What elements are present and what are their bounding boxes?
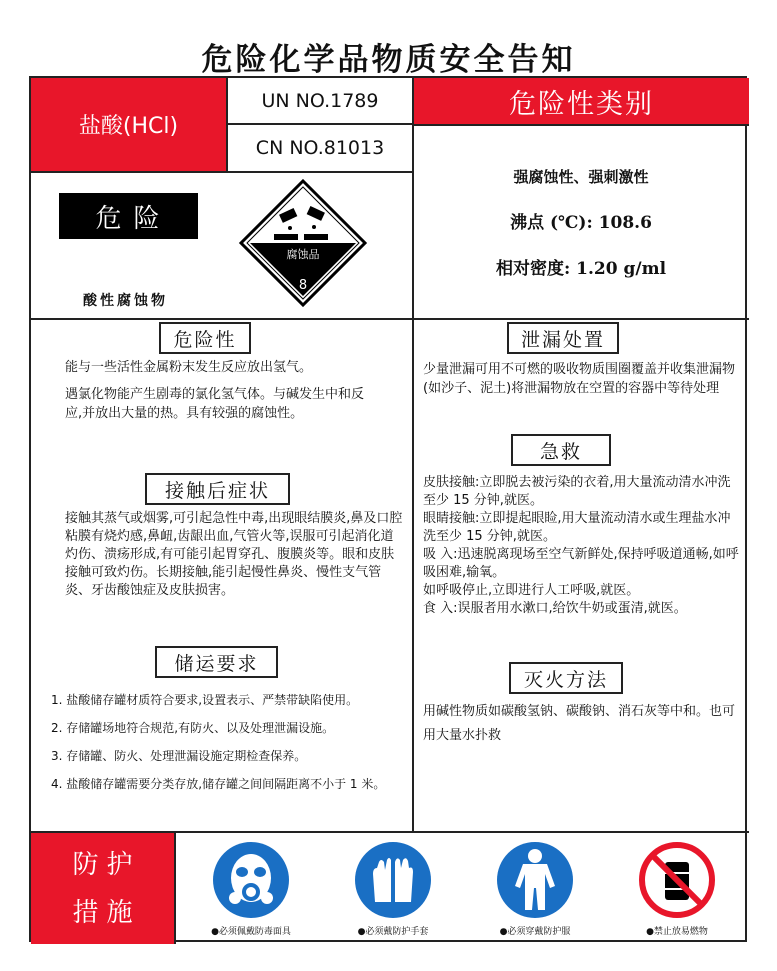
fire-text: 用碱性物质如碳酸氢钠、碳酸钠、消石灰等中和。也可用大量水扑救 <box>423 704 736 743</box>
category-header: 危险性类别 <box>414 78 749 124</box>
danger-label: 危险 <box>59 193 198 239</box>
first-aid-line: 吸 入:迅速脱离现场至空气新鲜处,保持呼吸道通畅,如呼吸困难,输氧。 <box>423 547 739 580</box>
protection-item <box>607 840 747 937</box>
page-title: 危险化学品物质安全告知 <box>201 42 576 78</box>
gloves-icon <box>353 840 433 920</box>
gas-mask-icon <box>211 840 291 920</box>
symptoms-heading: 接触后症状 <box>145 473 290 505</box>
hazard-line: 能与一些活性金属粉末发生反应放出氢气。 <box>65 360 313 375</box>
property-nature: 强腐蚀性、强刺激性 <box>513 168 649 186</box>
chemical-name: 盐酸(HCl) <box>31 78 226 171</box>
protective-suit-icon <box>495 840 575 920</box>
protection-caption: ●必须穿戴防护服 <box>499 927 571 937</box>
symptoms-text: 接触其蒸气或烟雾,可引起急性中毒,出现眼结膜炎,鼻及口腔粘膜有烧灼感,鼻衄,齿龈出血,气管火等,误服可引起消化道灼伤、溃疡形成,有可能引起胃穿孔、腹膜炎等。眼和皮肤接触可致灼伤。长期接触,能引起慢性鼻炎、慢性支气管炎、牙齿酸蚀症及皮肤损害。 <box>65 511 403 598</box>
protection-item <box>465 840 605 937</box>
cn-number: CN NO.81013 <box>255 136 385 159</box>
first-aid-heading: 急救 <box>511 434 611 466</box>
first-aid-text <box>423 474 743 618</box>
danger-subtitle: 酸性腐蚀物 <box>83 293 168 309</box>
storage-item: 2. 存储罐场地符合规范,有防火、以及处理泄漏设施。 <box>51 721 335 735</box>
first-aid-line: 皮肤接触:立即脱去被污染的衣着,用大量流动清水冲洗至少 15 分钟,就医。 <box>423 475 731 508</box>
fire-heading: 灭火方法 <box>509 662 623 694</box>
un-number: UN NO.1789 <box>261 89 379 112</box>
leak-heading: 泄漏处置 <box>507 322 619 354</box>
storage-item: 1. 盐酸储存罐材质符合要求,设置表示、严禁带缺陷使用。 <box>51 693 359 707</box>
protection-label-bottom: 措施 <box>72 897 141 928</box>
protection-label-top: 防护 <box>72 849 141 880</box>
storage-item: 4. 盐酸储存罐需要分类存放,储存罐之间间隔距离不小于 1 米。 <box>51 777 386 791</box>
safety-sheet <box>29 76 747 942</box>
hazard-text <box>65 358 380 431</box>
protection-caption: ●必须戴防护手套 <box>357 927 429 937</box>
hazard-heading: 危险性 <box>159 322 251 354</box>
protection-item <box>323 840 463 937</box>
hazard-class-number: 8 <box>298 278 308 293</box>
protection-caption: ●必须佩戴防毒面具 <box>211 927 291 937</box>
protection-label <box>31 833 174 944</box>
storage-heading: 储运要求 <box>155 646 278 678</box>
first-aid-line: 眼睛接触:立即提起眼睑,用大量流动清水或生理盐水冲洗至少 15 分钟,就医。 <box>423 511 731 544</box>
storage-list <box>51 692 409 804</box>
first-aid-line: 食 入:误服者用水漱口,给饮牛奶或蛋清,就医。 <box>423 601 687 616</box>
protection-caption: ●禁止放易燃物 <box>646 927 708 937</box>
hazard-line: 遇氯化物能产生剧毒的氯化氢气体。与碱发生中和反应,并放出大量的热。具有较强的腐蚀性。 <box>65 387 365 421</box>
leak-text: 少量泄漏可用不可燃的吸收物质围圈覆盖并收集泄漏物(如沙子、泥土)将泄漏物放在空置的容器中等待处理 <box>423 362 736 396</box>
protection-item <box>181 840 321 937</box>
property-density: 相对密度: 1.20 g/ml <box>495 259 667 279</box>
property-boiling-point: 沸点 (℃): 108.6 <box>510 213 652 233</box>
no-flammables-icon <box>637 840 717 920</box>
storage-item: 3. 存储罐、防火、处理泄漏设施定期检查保养。 <box>51 749 307 763</box>
hazard-symbol-text: 腐蚀品 <box>286 248 320 261</box>
first-aid-line: 如呼吸停止,立即进行人工呼吸,就医。 <box>423 583 640 598</box>
